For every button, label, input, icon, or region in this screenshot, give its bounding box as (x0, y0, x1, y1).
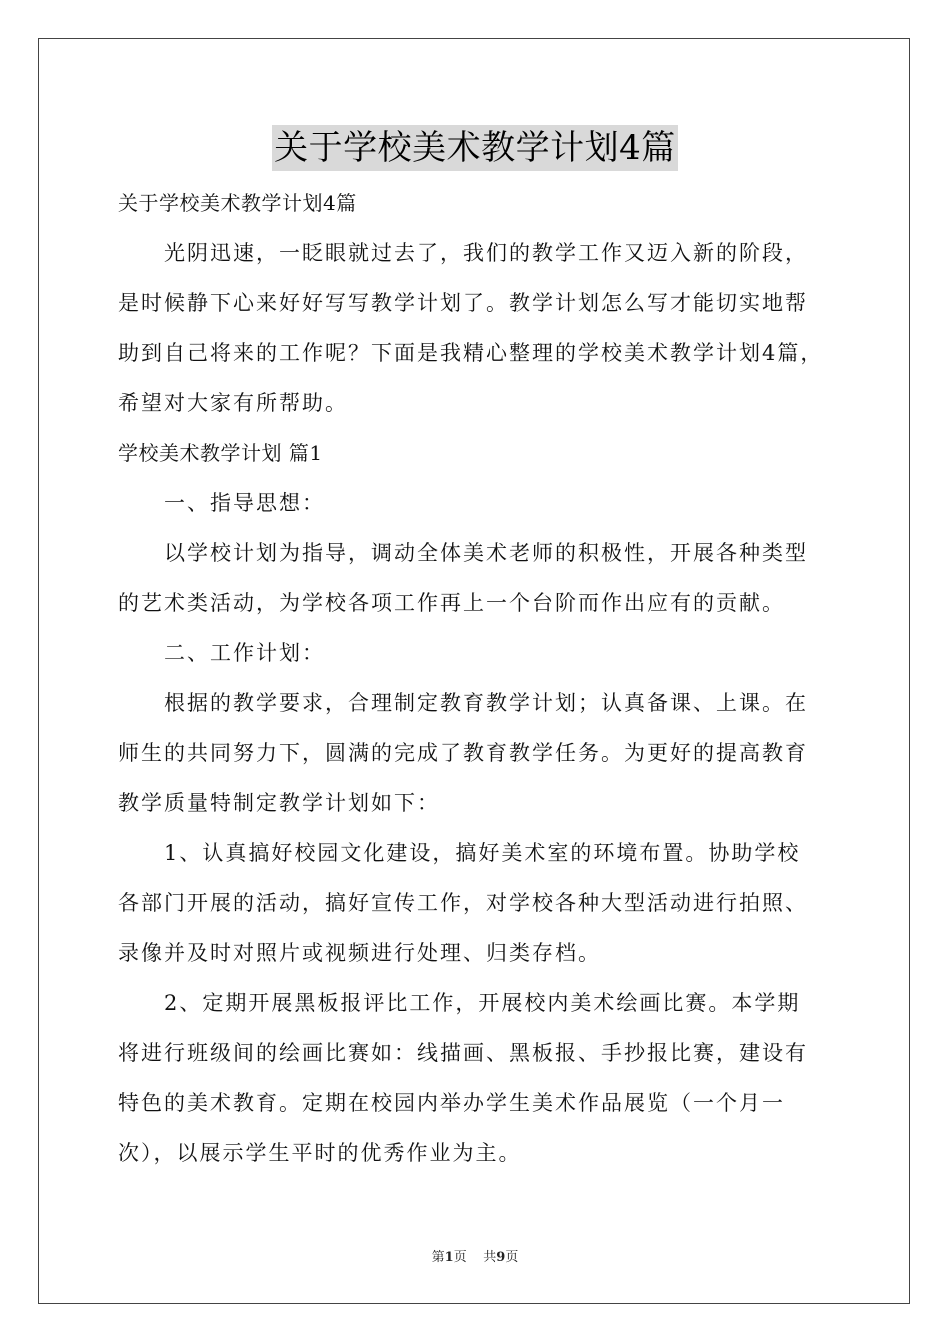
plan-heading: 二、工作计划： (164, 641, 325, 665)
item-1-line: 录像并及时对照片或视频进行处理、归类存档。 (118, 941, 601, 965)
title-container (0, 125, 950, 171)
page-number-prefix: 第 (431, 1250, 445, 1265)
intro-line: 助到自己将来的工作呢？下面是我精心整理的学校美术教学计划4篇， (118, 341, 824, 365)
intro-line: 光阴迅速，一眨眼就过去了，我们的教学工作又迈入新的阶段， (164, 241, 808, 265)
guiding-heading: 一、指导思想： (164, 491, 325, 515)
intro-line: 希望对大家有所帮助。 (118, 391, 348, 415)
plan-line: 教学质量特制定教学计划如下： (118, 791, 440, 815)
item-1-line: 1、认真搞好校园文化建设，搞好美术室的环境布置。协助学校 (164, 841, 801, 865)
item-2-line: 2、定期开展黑板报评比工作，开展校内美术绘画比赛。本学期 (164, 991, 801, 1015)
document-body (118, 178, 838, 1178)
section-heading: 学校美术教学计划 篇1 (118, 441, 323, 465)
intro-line: 是时候静下心来好好写写教学计划了。教学计划怎么写才能切实地帮 (118, 291, 808, 315)
guiding-line: 的艺术类活动，为学校各项工作再上一个台阶而作出应有的贡献。 (118, 591, 785, 615)
page-footer (0, 1246, 950, 1265)
item-2-line: 特色的美术教育。定期在校园内举办学生美术作品展览（一个月一 (118, 1091, 785, 1115)
document-title: 关于学校美术教学计划4篇 (272, 125, 678, 171)
total-pages-prefix: 共 (483, 1250, 497, 1265)
total-pages: 9 (496, 1250, 506, 1265)
document-subtitle: 关于学校美术教学计划4篇 (118, 191, 357, 215)
plan-line: 师生的共同努力下，圆满的完成了教育教学任务。为更好的提高教育 (118, 741, 808, 765)
total-pages-suffix: 页 (505, 1250, 519, 1265)
page-number-suffix: 页 (453, 1250, 467, 1265)
item-2-line: 将进行班级间的绘画比赛如：线描画、黑板报、手抄报比赛，建设有 (118, 1041, 808, 1065)
page-number: 1 (444, 1250, 454, 1265)
guiding-line: 以学校计划为指导，调动全体美术老师的积极性，开展各种类型 (164, 541, 808, 565)
item-1-line: 各部门开展的活动，搞好宣传工作，对学校各种大型活动进行拍照、 (118, 891, 808, 915)
plan-line: 根据的教学要求，合理制定教育教学计划；认真备课、上课。在 (164, 691, 808, 715)
item-2-line: 次），以展示学生平时的优秀作业为主。 (118, 1141, 522, 1165)
